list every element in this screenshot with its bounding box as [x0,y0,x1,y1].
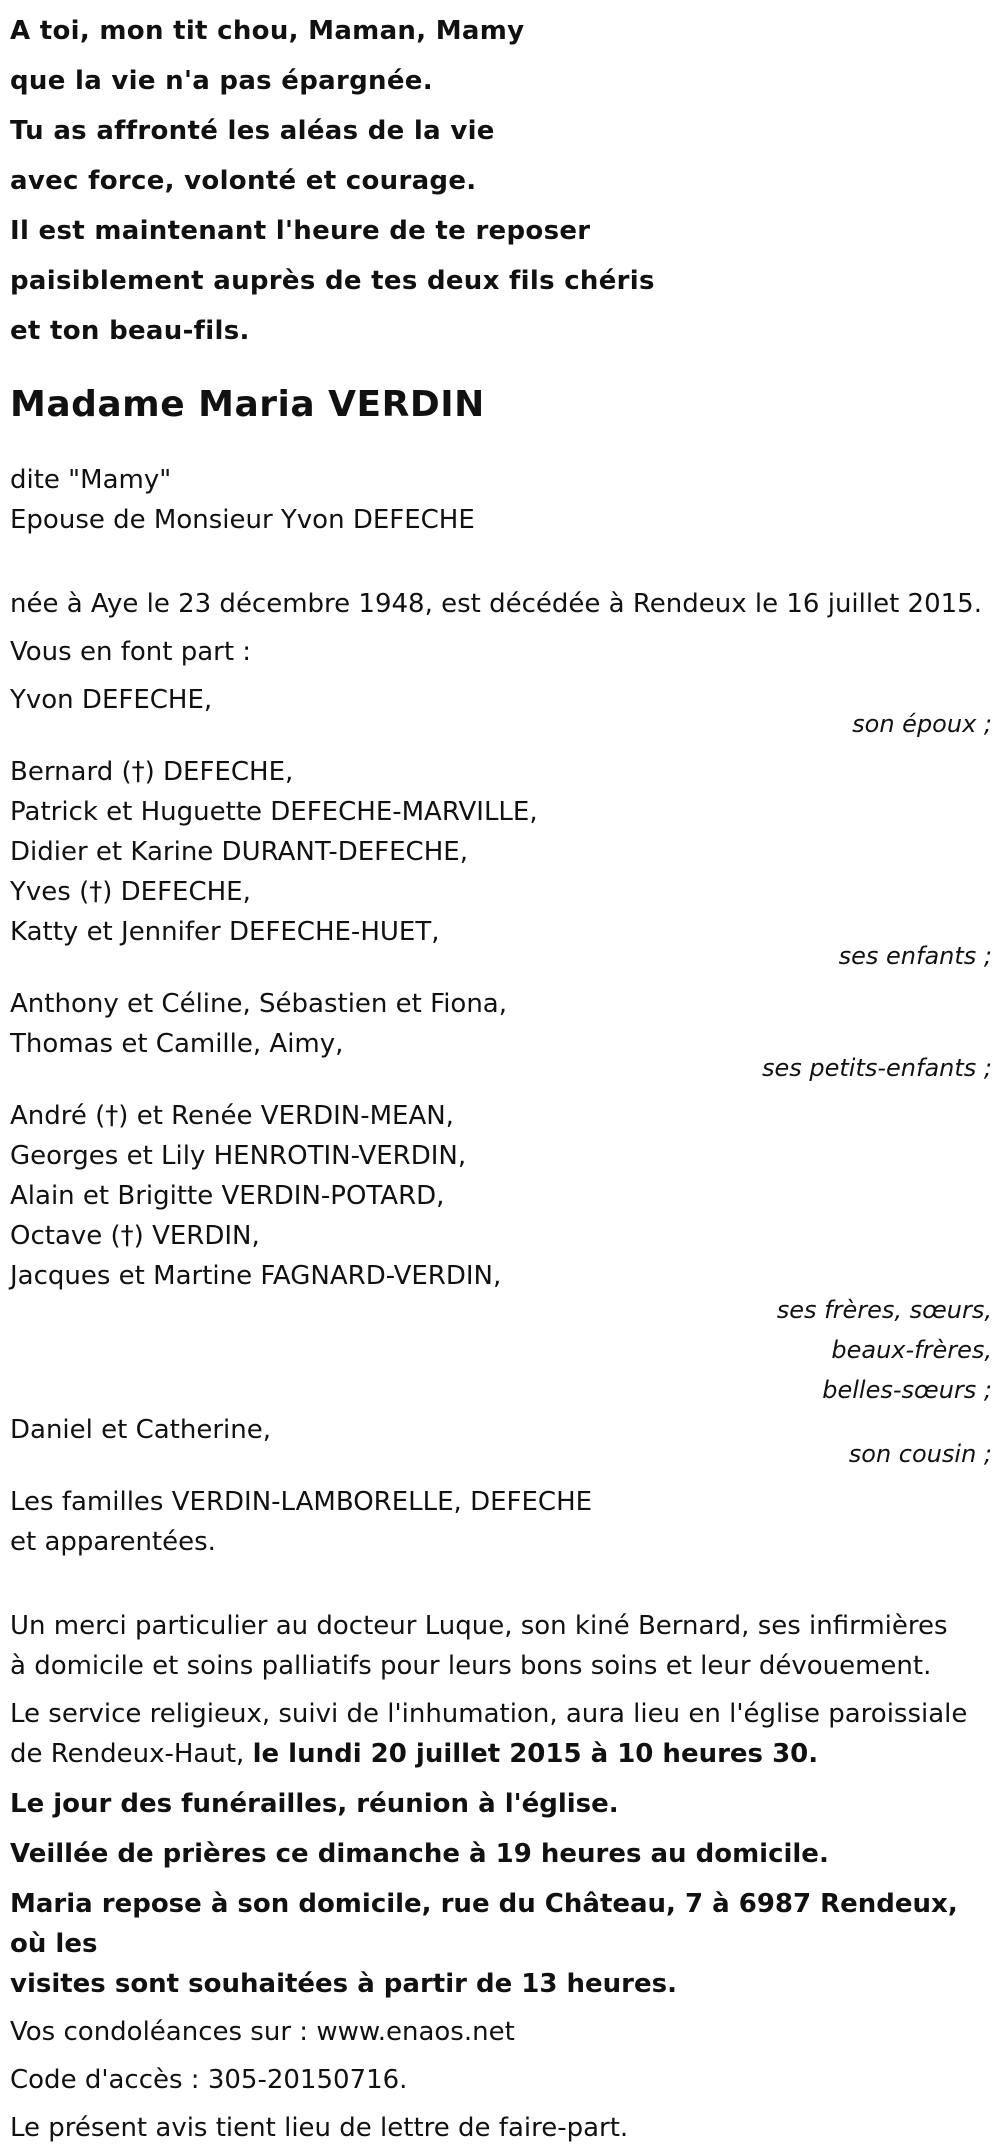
family-relation: beaux-frères, [831,1336,992,1364]
poem-line: Il est maintenant l'heure de te reposer [10,216,591,246]
family-group-families [10,1482,992,1562]
poem-line: A toi, mon tit chou, Maman, Mamy [10,16,525,46]
family-name: André (†) et Renée VERDIN-MEAN, [10,1101,454,1131]
family-name: Alain et Brigitte VERDIN-POTARD, [10,1181,445,1211]
family-relation: ses frères, sœurs, [776,1296,992,1324]
family-name: Les familles VERDIN-LAMBORELLE, DEFECHE [10,1487,593,1517]
family-relation: belles-sœurs ; [822,1376,992,1404]
family-name: Katty et Jennifer DEFECHE-HUET, [10,917,440,947]
family-group-siblings [10,1096,992,1410]
poem-line: que la vie n'a pas épargnée. [10,66,433,96]
family-name: et apparentées. [10,1527,216,1557]
closing-line: Le présent avis tient lieu de lettre de faire-part. [10,2113,629,2143]
visits-line: Maria repose à son domicile, rue du Château, 7 à 6987 Rendeux, où les [10,1889,958,1959]
family-group-grandchildren [10,984,992,1088]
family-name: Daniel et Catherine, [10,1415,272,1445]
family-name: Octave (†) VERDIN, [10,1221,260,1251]
service-line: Le service religieux, suivi de l'inhumation, aura lieu en l'église paroissiale [10,1699,968,1729]
obituary-content [10,6,992,2148]
poem-line: paisiblement auprès de tes deux fils chéris [10,266,655,296]
family-name: Yves (†) DEFECHE, [10,877,251,907]
service-paragraph [10,1694,992,1774]
family-name: Georges et Lily HENROTIN-VERDIN, [10,1141,467,1171]
family-name: Yvon DEFECHE, [10,685,213,715]
poem-line: Tu as affronté les aléas de la vie [10,116,495,146]
family-relation: ses enfants ; [838,942,992,970]
announcement-intro: Vous en font part : [10,637,252,667]
condolences-line: Vos condoléances sur : www.enaos.net [10,2017,515,2047]
service-location: de Rendeux-Haut, [10,1739,253,1769]
visits-line: visites sont souhaitées à partir de 13 heures. [10,1969,677,1999]
family-name: Patrick et Huguette DEFECHE-MARVILLE, [10,797,538,827]
service-date: le lundi 20 juillet 2015 à 10 heures 30. [252,1739,819,1769]
family-group-spouse [10,680,992,744]
family-name: Bernard (†) DEFECHE, [10,757,294,787]
thanks-line: Un merci particulier au docteur Luque, son kiné Bernard, ses infirmières [10,1611,948,1641]
access-code-line: Code d'accès : 305-20150716. [10,2065,408,2095]
deceased-name: Madame Maria VERDIN [10,384,485,425]
family-relation: son cousin ; [848,1440,992,1468]
birth-death-line: née à Aye le 23 décembre 1948, est décédée à Rendeux le 16 juillet 2015. [10,589,982,619]
poem-line: et ton beau-fils. [10,316,250,346]
family-name: Jacques et Martine FAGNARD-VERDIN, [10,1261,502,1291]
spouse-line: Epouse de Monsieur Yvon DEFECHE [10,505,475,535]
family-relation: ses petits-enfants ; [761,1054,992,1082]
gathering-note: Le jour des funérailles, réunion à l'église. [10,1789,619,1819]
family-name: Thomas et Camille, Aimy, [10,1029,344,1059]
family-group-children [10,752,992,976]
family-name: Didier et Karine DURANT-DEFECHE, [10,837,468,867]
visits-paragraph [10,1884,992,2004]
family-relation: son époux ; [852,710,992,738]
poem [10,6,992,356]
service-line [10,1734,992,1774]
poem-line: avec force, volonté et courage. [10,166,477,196]
family-group-cousin [10,1410,992,1474]
thanks-line: à domicile et soins palliatifs pour leurs bons soins et leur dévouement. [10,1651,932,1681]
nickname: dite "Mamy" [10,465,172,495]
family-name: Anthony et Céline, Sébastien et Fiona, [10,989,507,1019]
vigil-note: Veillée de prières ce dimanche à 19 heures au domicile. [10,1839,829,1869]
thanks-paragraph [10,1606,992,1686]
